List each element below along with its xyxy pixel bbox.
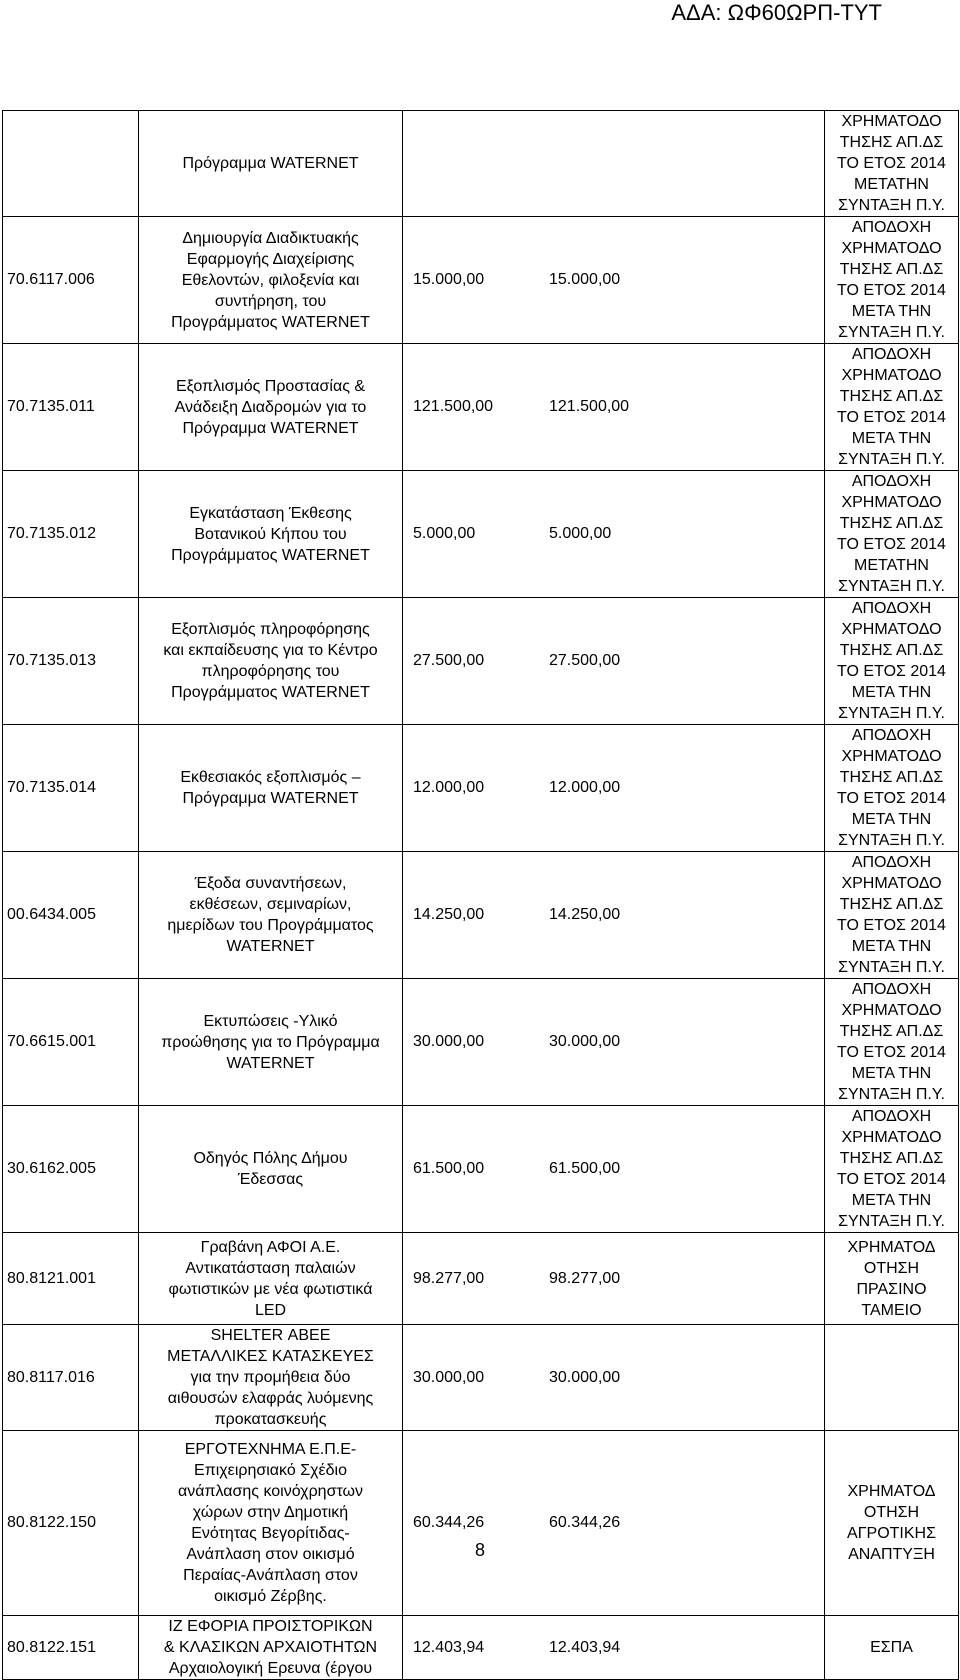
funding-source-text: ΑΠΟΔΟΧΗ ΧΡΗΜΑΤΟΔΟ ΤΗΣΗΣ ΑΠ.ΔΣ ΤΟ ΕΤΟΣ 2014 ΜΕΤΑ ΤΗΝ ΣΥΝΤΑΞΗ Π.Υ. xyxy=(837,981,946,1103)
amount-value: 30.000,00 xyxy=(549,1033,621,1050)
account-code: 70.7135.014 xyxy=(7,779,96,796)
amount-value: 12.000,00 xyxy=(413,779,485,796)
description-cell xyxy=(139,111,403,217)
amount-value: 30.000,00 xyxy=(549,1368,621,1386)
amounts-group xyxy=(403,1369,824,1387)
amounts-group xyxy=(403,1033,824,1051)
funding-source-cell xyxy=(825,1325,959,1431)
description-cell xyxy=(139,979,403,1106)
amount-value: 12.403,94 xyxy=(549,1638,621,1656)
description-cell xyxy=(139,1233,403,1325)
amount-value: 61.500,00 xyxy=(549,1160,621,1177)
amounts-cell xyxy=(403,852,825,979)
description-text: SHELTER ΑΒΕΕ ΜΕΤΑΛΛΙΚΕΣ ΚΑΤΑΣΚΕΥΕΣ για την προμήθεια δύο αιθουσών ελαφράς λυόμενης προκατασκευής xyxy=(167,1327,374,1428)
amounts-cell xyxy=(403,111,825,217)
table-row xyxy=(3,1106,959,1233)
amounts-cell xyxy=(403,1431,825,1616)
description-text: Γραβάνη ΑΦΟΙ Α.Ε. Αντικατάσταση παλαιών φωτιστικών με νέα φωτιστικά LED xyxy=(168,1238,373,1319)
amount-value: 61.500,00 xyxy=(413,1160,485,1177)
description-cell xyxy=(139,1616,403,1680)
amount-value: 98.277,00 xyxy=(413,1269,485,1287)
funding-source-cell xyxy=(825,1233,959,1325)
amounts-cell xyxy=(403,344,825,471)
document-header-code: ΑΔΑ: ΩΦ60ΩΡΠ-ΤΥΤ xyxy=(671,0,882,25)
account-code: 80.8122.151 xyxy=(7,1638,96,1656)
amounts-cell xyxy=(403,598,825,725)
amount-value: 12.403,94 xyxy=(413,1638,485,1656)
amount-value: 30.000,00 xyxy=(413,1368,485,1386)
account-code-cell xyxy=(3,852,139,979)
amounts-cell xyxy=(403,725,825,852)
amounts-group xyxy=(403,271,824,289)
account-code-cell xyxy=(3,111,139,217)
account-code-cell xyxy=(3,1325,139,1431)
description-text: Εγκατάσταση Έκθεσης Βοτανικού Κήπου του Προγράμματος WATERNET xyxy=(171,504,370,564)
amounts-cell xyxy=(403,1616,825,1680)
amounts-group xyxy=(403,398,824,416)
funding-source-text: ΑΠΟΔΟΧΗ ΧΡΗΜΑΤΟΔΟ ΤΗΣΗΣ ΑΠ.ΔΣ ΤΟ ΕΤΟΣ 2014 ΜΕΤΑ ΤΗΝ ΣΥΝΤΑΞΗ Π.Υ. xyxy=(837,219,946,341)
amounts-group xyxy=(403,779,824,797)
budget-table xyxy=(2,110,959,1680)
amount-value: 14.250,00 xyxy=(549,906,621,923)
table-row xyxy=(3,1325,959,1431)
amounts-cell xyxy=(403,979,825,1106)
amounts-cell xyxy=(403,471,825,598)
description-cell xyxy=(139,471,403,598)
description-cell xyxy=(139,1106,403,1233)
amounts-group xyxy=(403,1639,824,1657)
table-row xyxy=(3,598,959,725)
amounts-group xyxy=(403,1270,824,1288)
funding-source-text: ΧΡΗΜΑΤΟΔΟ ΤΗΣΗΣ ΑΠ.ΔΣ ΤΟ ΕΤΟΣ 2014 ΜΕΤΑΤΗΝ ΣΥΝΤΑΞΗ Π.Υ. xyxy=(837,113,946,214)
table-row xyxy=(3,1233,959,1325)
account-code-cell xyxy=(3,1431,139,1616)
funding-source-cell xyxy=(825,217,959,344)
amount-value: 60.344,26 xyxy=(413,1514,485,1531)
account-code-cell xyxy=(3,471,139,598)
amount-value: 12.000,00 xyxy=(549,779,621,796)
amount-value: 5.000,00 xyxy=(549,525,612,542)
funding-source-cell xyxy=(825,725,959,852)
amount-value: 15.000,00 xyxy=(413,271,485,288)
funding-source-text: ΑΠΟΔΟΧΗ ΧΡΗΜΑΤΟΔΟ ΤΗΣΗΣ ΑΠ.ΔΣ ΤΟ ΕΤΟΣ 2014 ΜΕΤΑ ΤΗΝ ΣΥΝΤΑΞΗ Π.Υ. xyxy=(837,1108,946,1230)
page-number: 8 xyxy=(474,1540,485,1560)
amount-value: 30.000,00 xyxy=(413,1033,485,1050)
description-cell xyxy=(139,217,403,344)
funding-source-text: ΕΣΠΑ xyxy=(870,1639,913,1656)
description-text: Πρόγραμμα WATERNET xyxy=(182,155,359,172)
description-text: Έξοδα συναντήσεων, εκθέσεων, σεμιναρίων, ημερίδων του Προγράμματος WATERNET xyxy=(167,875,374,955)
amounts-cell xyxy=(403,217,825,344)
table-row xyxy=(3,471,959,598)
description-cell xyxy=(139,852,403,979)
account-code: 70.7135.012 xyxy=(7,525,96,542)
account-code-cell xyxy=(3,979,139,1106)
amounts-group xyxy=(403,1514,824,1532)
funding-source-text: ΑΠΟΔΟΧΗ ΧΡΗΜΑΤΟΔΟ ΤΗΣΗΣ ΑΠ.ΔΣ ΤΟ ΕΤΟΣ 2014 ΜΕΤΑ ΤΗΝ ΣΥΝΤΑΞΗ Π.Υ. xyxy=(837,346,946,468)
account-code-cell xyxy=(3,344,139,471)
account-code: 70.7135.011 xyxy=(7,398,95,415)
description-cell xyxy=(139,1325,403,1431)
description-text: Εκθεσιακός εξοπλισμός – Πρόγραμμα WATERNET xyxy=(180,769,361,807)
table-row xyxy=(3,344,959,471)
funding-source-text: ΧΡΗΜΑΤΟΔ ΟΤΗΣΗ ΠΡΑΣΙΝΟ ΤΑΜΕΙΟ xyxy=(847,1238,936,1319)
account-code-cell xyxy=(3,1106,139,1233)
funding-source-cell xyxy=(825,852,959,979)
account-code-cell xyxy=(3,1233,139,1325)
funding-source-text: ΑΠΟΔΟΧΗ ΧΡΗΜΑΤΟΔΟ ΤΗΣΗΣ ΑΠ.ΔΣ ΤΟ ΕΤΟΣ 2014 ΜΕΤΑ ΤΗΝ ΣΥΝΤΑΞΗ Π.Υ. xyxy=(837,854,946,976)
amount-value: 27.500,00 xyxy=(413,652,485,669)
amount-value: 5.000,00 xyxy=(413,525,476,542)
description-text: Εξοπλισμός Προστασίας & Ανάδειξη Διαδρομών για το Πρόγραμμα WATERNET xyxy=(174,377,367,437)
table-row xyxy=(3,1616,959,1680)
funding-source-cell xyxy=(825,1616,959,1680)
amounts-group xyxy=(403,906,824,924)
funding-source-cell xyxy=(825,979,959,1106)
amount-value: 15.000,00 xyxy=(549,271,621,288)
amounts-cell xyxy=(403,1233,825,1325)
amounts-group xyxy=(403,1160,824,1178)
description-text: Δημιουργία Διαδικτυακής Εφαρμογής Διαχείρισης Εθελοντών, φιλοξενία και συντήρηση, του Προγράμματος WATERNET xyxy=(171,229,370,331)
description-text: Οδηγός Πόλης Δήμου Έδεσσας xyxy=(193,1150,348,1188)
funding-source-cell xyxy=(825,111,959,217)
account-code: 80.8121.001 xyxy=(7,1269,96,1287)
account-code: 70.6117.006 xyxy=(7,271,95,288)
amount-value: 14.250,00 xyxy=(413,906,485,923)
table-row xyxy=(3,979,959,1106)
funding-source-text: ΑΠΟΔΟΧΗ ΧΡΗΜΑΤΟΔΟ ΤΗΣΗΣ ΑΠ.ΔΣ ΤΟ ΕΤΟΣ 2014 ΜΕΤΑ ΤΗΝ ΣΥΝΤΑΞΗ Π.Υ. xyxy=(837,727,946,849)
table-row xyxy=(3,1431,959,1616)
amounts-group xyxy=(403,652,824,670)
table-row xyxy=(3,217,959,344)
funding-source-cell xyxy=(825,1106,959,1233)
amount-value: 121.500,00 xyxy=(549,398,630,415)
description-cell xyxy=(139,598,403,725)
account-code: 70.7135.013 xyxy=(7,652,96,669)
amount-value: 60.344,26 xyxy=(549,1514,621,1531)
funding-source-cell xyxy=(825,344,959,471)
funding-source-text: ΑΠΟΔΟΧΗ ΧΡΗΜΑΤΟΔΟ ΤΗΣΗΣ ΑΠ.ΔΣ ΤΟ ΕΤΟΣ 2014 ΜΕΤΑΤΗΝ ΣΥΝΤΑΞΗ Π.Υ. xyxy=(837,473,946,595)
description-text: Εκτυπώσεις -Υλικό προώθησης για το Πρόγραμμα WATERNET xyxy=(161,1012,380,1072)
amounts-cell xyxy=(403,1325,825,1431)
amount-value: 98.277,00 xyxy=(549,1269,621,1287)
account-code: 80.8117.016 xyxy=(7,1368,95,1386)
account-code-cell xyxy=(3,598,139,725)
description-text: ΙΖ ΕΦΟΡΙΑ ΠΡΟΙΣΤΟΡΙΚΩΝ & ΚΛΑΣΙΚΩΝ ΑΡΧΑΙΟΤΗΤΩΝ Αρχαιολογική Ερευνα (έργου xyxy=(163,1618,378,1677)
description-cell xyxy=(139,725,403,852)
table-row xyxy=(3,852,959,979)
funding-source-cell xyxy=(825,471,959,598)
amounts-cell xyxy=(403,1106,825,1233)
funding-source-cell xyxy=(825,1431,959,1616)
account-code-cell xyxy=(3,217,139,344)
account-code: 80.8122.150 xyxy=(7,1514,96,1531)
description-cell xyxy=(139,1431,403,1616)
table-row xyxy=(3,111,959,217)
account-code: 30.6162.005 xyxy=(7,1160,96,1177)
account-code: 70.6615.001 xyxy=(7,1033,96,1050)
amount-value: 121.500,00 xyxy=(413,398,494,415)
description-cell xyxy=(139,344,403,471)
table-row xyxy=(3,725,959,852)
account-code: 00.6434.005 xyxy=(7,906,96,923)
funding-source-text: ΑΠΟΔΟΧΗ ΧΡΗΜΑΤΟΔΟ ΤΗΣΗΣ ΑΠ.ΔΣ ΤΟ ΕΤΟΣ 2014 ΜΕΤΑ ΤΗΝ ΣΥΝΤΑΞΗ Π.Υ. xyxy=(837,600,946,722)
funding-source-text: ΧΡΗΜΑΤΟΔ ΟΤΗΣΗ ΑΓΡΟΤΙΚΗΣ ΑΝΑΠΤΥΞΗ xyxy=(847,1483,936,1563)
account-code-cell xyxy=(3,725,139,852)
description-text: ΕΡΓΟΤΕΧΝΗΜΑ Ε.Π.Ε- Επιχειρησιακό Σχέδιο ανάπλασης κοινόχρηστων χώρων στην Δημοτική Ενότητας Βεγορίτιδας- Ανάπλαση στον οικισμό Περαίας-Ανάπλαση στον οικισμό Ζέρβης. xyxy=(177,1441,364,1605)
funding-source-cell xyxy=(825,598,959,725)
amount-value: 27.500,00 xyxy=(549,652,621,669)
amounts-group xyxy=(403,525,824,543)
account-code-cell xyxy=(3,1616,139,1680)
description-text: Εξοπλισμός πληροφόρησης και εκπαίδευσης για το Κέντρο πληροφόρησης του Προγράμματος WATERNET xyxy=(163,621,378,701)
